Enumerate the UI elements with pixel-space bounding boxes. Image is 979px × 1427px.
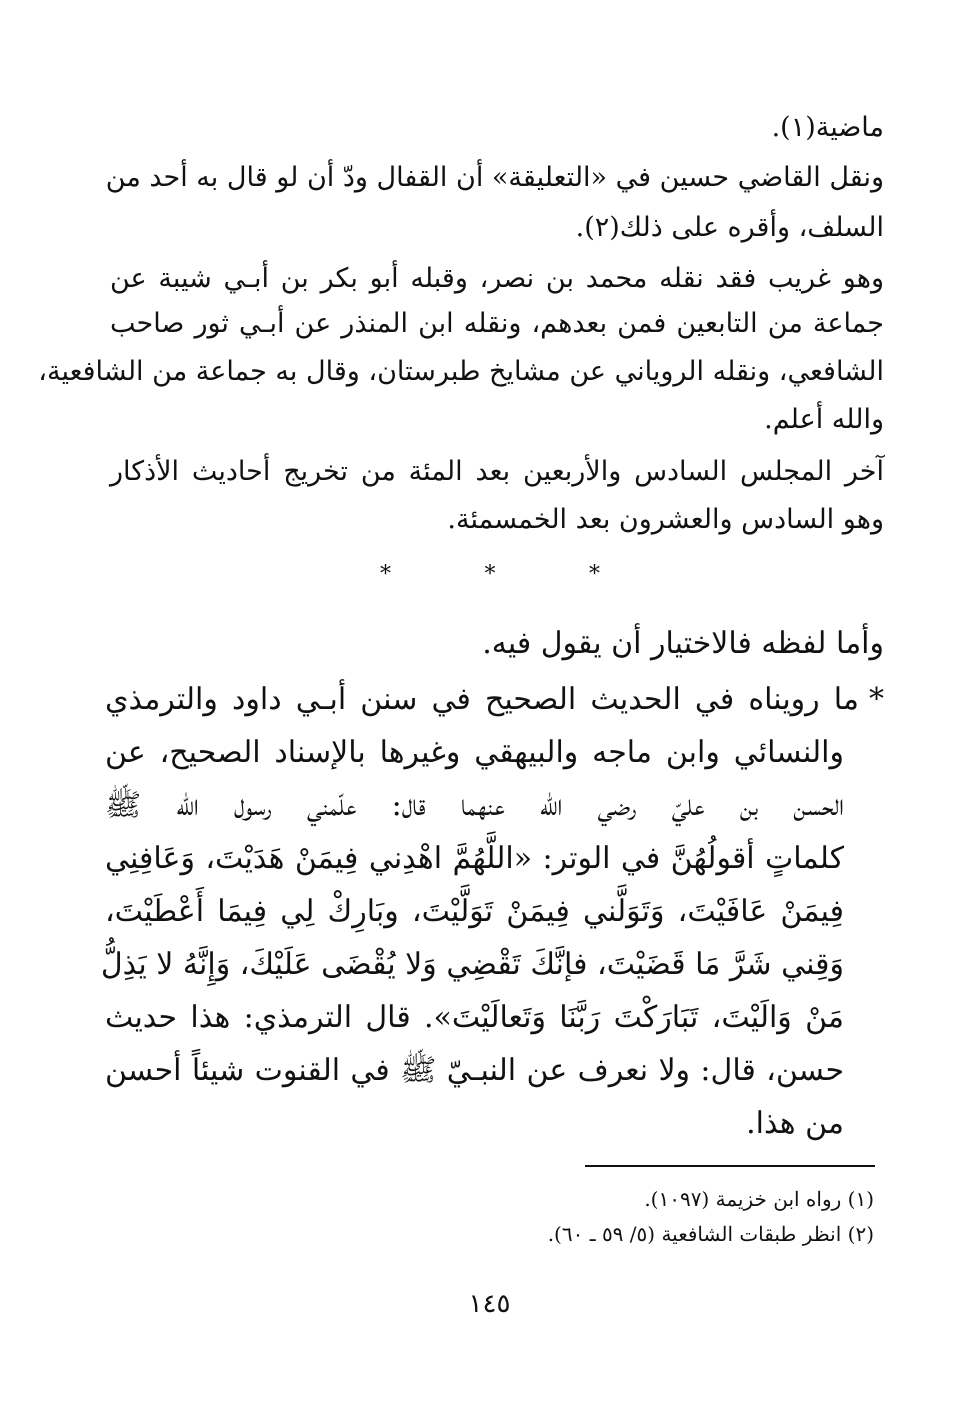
section-separator [380,560,600,590]
asterisk-icon: * [484,562,496,587]
asterisk-bullet-icon: * [869,682,884,717]
footnote: (٢) انظر طبقات الشافعية (٥/ ٥٩ ـ ٦٠). [547,1222,874,1246]
footnote: (١) رواه ابن خزيمة (١٠٩٧). [644,1187,874,1211]
footnote-divider [585,1165,875,1167]
asterisk-icon: * [589,562,600,587]
hadith-line: الحسن بن عليّ رضي الله عنهما قال: علّمني رسول الله ﷺ [105,788,844,823]
text-line: والله أعلم. [764,404,884,435]
text-line: آخر المجلس السادس والأربعين بعد المئة من تخريج أحاديث الأذكار [110,456,884,487]
text-line: السلف، وأقره على ذلك(٢). [575,212,884,243]
section-intro: وأما لفظه فالاختيار أن يقول فيه. [482,626,884,661]
hadith-line: من هذا. [746,1106,844,1141]
text-line: جماعة من التابعين فمن بعدهم، ونقله ابن المنذر عن أبـي ثور صاحب [110,308,884,339]
hadith-line [105,678,884,722]
page-number: ١٤٥ [468,1289,511,1319]
text-line: ونقل القاضي حسين في «التعليقة» أن القفال ودّ أن لو قال به أحد من [105,162,884,193]
text-line: وهو السادس والعشرون بعد الخمسمئة. [447,504,884,535]
hadith-line: والنسائي وابن ماجه والبيهقي وغيرها بالإسناد الصحيح، عن [105,735,844,770]
hadith-line: مَنْ وَالَيْتَ، تَبَارَكْتَ رَبَّنَا وَتَعالَيْتَ». قال الترمذي: هذا حديث [105,1000,844,1035]
hadith-line: حسن، قال: ولا نعرف عن النبـيّ ﷺ في القنوت شيئاً أحسن [105,1053,844,1088]
hadith-line: وَقِني شَرَّ مَا قَضَيْتَ، فإنَّكَ تَقْضِي وَلا يُقْضَى عَلَيْكَ، وَإِنَّهُ لا يَذِلُّ [100,947,844,982]
hadith-line: فِيمَنْ عَافَيْتَ، وَتَوَلَّني فِيمَنْ تَوَلَّيْتَ، وبَارِكْ لِي فِيمَا أَعْطَيْتَ، [105,894,844,929]
text-line: وهو غريب فقد نقله محمد بن نصر، وقبله أبو بكر بن أبـي شيبة عن [110,263,884,294]
asterisk-icon: * [380,562,391,587]
text-line: الشافعي، ونقله الروياني عن مشايخ طبرستان، وقال به جماعة من الشافعية، [38,356,884,387]
hadith-line: كلماتٍ أقولُهُنَّ في الوتر: «اللَّهُمَّ اهْدِني فِيمَنْ هَدَيْتَ، وَعَافِنِي [105,841,844,876]
hadith-line-text: ما رويناه في الحديث الصحيح في سنن أبـي داود والترمذي [105,682,859,717]
text-line: ماضية(١). [771,112,884,143]
